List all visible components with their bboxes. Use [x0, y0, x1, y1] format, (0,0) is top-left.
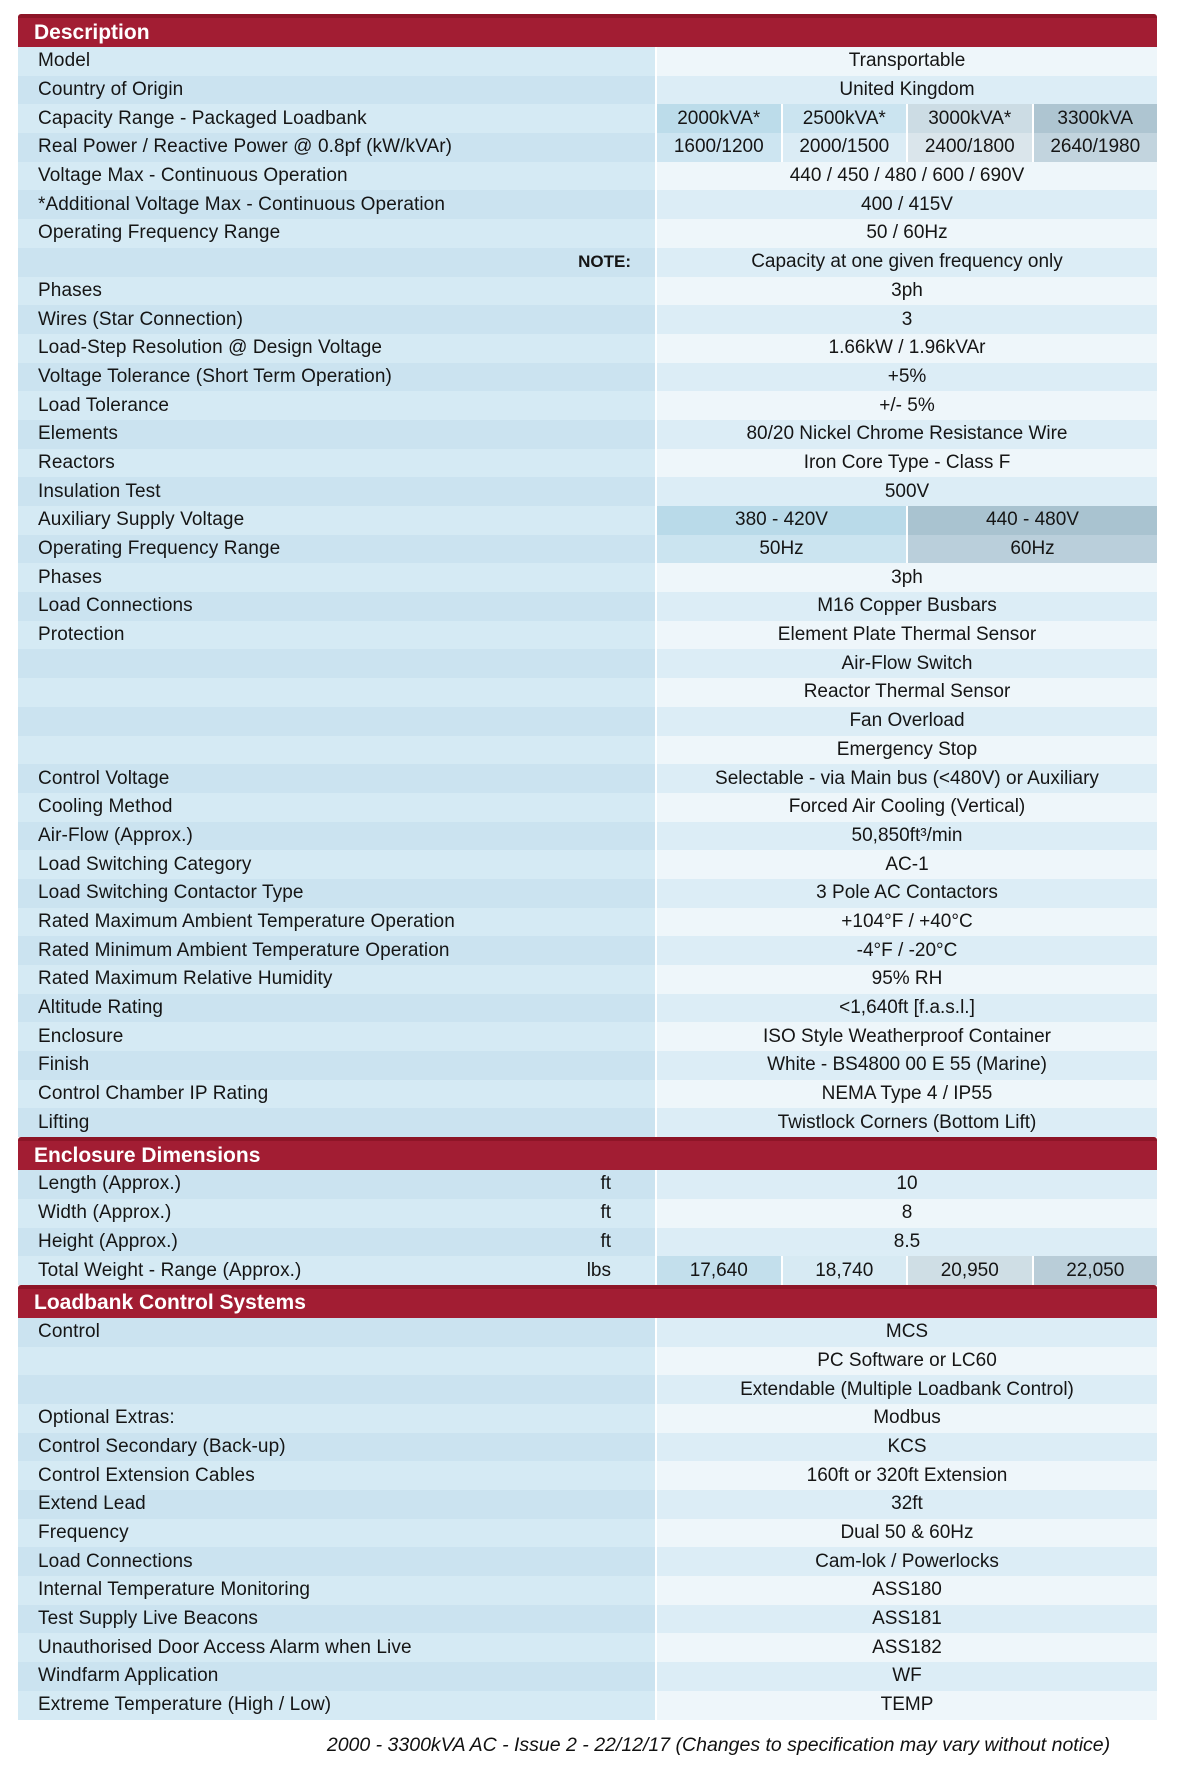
row-label-cell — [18, 879, 655, 908]
row-value: 50Hz — [657, 535, 906, 564]
row-value: 8.5 — [657, 1228, 1157, 1257]
row-label-cell — [18, 1347, 655, 1376]
spec-row — [18, 707, 1157, 736]
row-value: +5% — [657, 363, 1157, 392]
row-value: 50,850ft³/min — [657, 822, 1157, 851]
row-label-cell — [18, 936, 655, 965]
row-label-cell — [18, 1461, 655, 1490]
row-values — [655, 736, 1157, 765]
spec-row — [18, 563, 1157, 592]
row-value: 17,640 — [657, 1256, 781, 1285]
row-label-cell — [18, 822, 655, 851]
row-values — [655, 1170, 1157, 1199]
row-label-cell — [18, 764, 655, 793]
row-label: Operating Frequency Range — [38, 222, 281, 244]
row-value: 3000kVA* — [906, 104, 1032, 133]
row-values — [655, 793, 1157, 822]
row-values — [655, 219, 1157, 248]
row-label: Control — [38, 1321, 100, 1343]
row-label: Enclosure — [38, 1025, 124, 1047]
row-label-cell — [18, 707, 655, 736]
row-label-cell — [18, 1228, 655, 1257]
row-label-cell — [18, 1576, 655, 1605]
row-label: Rated Maximum Relative Humidity — [38, 968, 333, 990]
spec-row — [18, 678, 1157, 707]
row-values — [655, 248, 1157, 277]
row-label: Load Switching Category — [38, 853, 252, 875]
row-values — [655, 1547, 1157, 1576]
row-label: Capacity Range - Packaged Loadbank — [38, 107, 367, 129]
spec-row — [18, 621, 1157, 650]
section-rows — [18, 47, 1157, 1137]
row-value: Emergency Stop — [657, 736, 1157, 765]
row-value: 10 — [657, 1170, 1157, 1199]
row-values — [655, 477, 1157, 506]
row-label-cell — [18, 1170, 655, 1199]
spec-row — [18, 1170, 1157, 1199]
row-values — [655, 162, 1157, 191]
spec-row — [18, 190, 1157, 219]
row-values — [655, 563, 1157, 592]
spec-row — [18, 477, 1157, 506]
row-label-cell — [18, 1547, 655, 1576]
row-value: 32ft — [657, 1490, 1157, 1519]
row-label-cell — [18, 850, 655, 879]
spec-row — [18, 219, 1157, 248]
row-value: 3ph — [657, 277, 1157, 306]
spec-row — [18, 1347, 1157, 1376]
row-values — [655, 1256, 1157, 1285]
row-label: Country of Origin — [38, 79, 184, 101]
row-value: 50 / 60Hz — [657, 219, 1157, 248]
row-label: Extend Lead — [38, 1493, 146, 1515]
row-value: ASS182 — [657, 1633, 1157, 1662]
note-label: NOTE: — [578, 252, 631, 272]
row-value: 22,050 — [1032, 1256, 1158, 1285]
spec-row — [18, 649, 1157, 678]
spec-row — [18, 162, 1157, 191]
row-label: Real Power / Reactive Power @ 0.8pf (kW/kVAr) — [38, 136, 453, 158]
row-value: 1600/1200 — [657, 133, 781, 162]
row-values — [655, 1605, 1157, 1634]
row-values — [655, 391, 1157, 420]
row-label-cell — [18, 363, 655, 392]
row-label-cell — [18, 965, 655, 994]
row-label-cell — [18, 1318, 655, 1347]
spec-row — [18, 793, 1157, 822]
row-label: Control Chamber IP Rating — [38, 1083, 269, 1105]
row-values — [655, 649, 1157, 678]
row-label-cell — [18, 1080, 655, 1109]
row-label-cell — [18, 994, 655, 1023]
row-label-cell — [18, 420, 655, 449]
row-label: Protection — [38, 624, 125, 646]
row-label: Control Secondary (Back-up) — [38, 1435, 286, 1457]
row-label-cell — [18, 334, 655, 363]
row-label: Operating Frequency Range — [38, 538, 281, 560]
row-unit: lbs — [586, 1259, 611, 1281]
row-value: 440 - 480V — [906, 506, 1157, 535]
row-value: 2000kVA* — [657, 104, 781, 133]
row-label-cell — [18, 1022, 655, 1051]
row-values — [655, 190, 1157, 219]
row-label-cell — [18, 277, 655, 306]
row-label: Phases — [38, 566, 102, 588]
row-value: <1,640ft [f.a.s.l.] — [657, 994, 1157, 1023]
row-values — [655, 420, 1157, 449]
row-value: 8 — [657, 1199, 1157, 1228]
row-label-cell — [18, 535, 655, 564]
row-label-cell — [18, 449, 655, 478]
row-label: Wires (Star Connection) — [38, 308, 244, 330]
row-label: Optional Extras: — [38, 1407, 175, 1429]
spec-row — [18, 363, 1157, 392]
row-values — [655, 822, 1157, 851]
row-label-cell — [18, 477, 655, 506]
spec-row — [18, 1433, 1157, 1462]
spec-row — [18, 506, 1157, 535]
row-value: Transportable — [657, 47, 1157, 76]
row-values — [655, 1490, 1157, 1519]
row-values — [655, 1022, 1157, 1051]
spec-row — [18, 277, 1157, 306]
row-label: Air-Flow (Approx.) — [38, 824, 193, 846]
row-values — [655, 334, 1157, 363]
row-label-cell — [18, 736, 655, 765]
spec-row — [18, 104, 1157, 133]
spec-row — [18, 1576, 1157, 1605]
row-values — [655, 936, 1157, 965]
row-label: Cooling Method — [38, 796, 173, 818]
row-label-cell — [18, 391, 655, 420]
row-label: Total Weight - Range (Approx.) — [38, 1259, 302, 1281]
spec-row — [18, 1404, 1157, 1433]
row-values — [655, 305, 1157, 334]
row-values — [655, 1318, 1157, 1347]
row-values — [655, 277, 1157, 306]
row-label: Voltage Tolerance (Short Term Operation) — [38, 365, 392, 387]
row-value: 3ph — [657, 563, 1157, 592]
row-values — [655, 76, 1157, 105]
row-label: Insulation Test — [38, 480, 161, 502]
row-values — [655, 592, 1157, 621]
row-label-cell — [18, 908, 655, 937]
spec-row — [18, 1461, 1157, 1490]
row-label-cell — [18, 162, 655, 191]
row-value: 160ft or 320ft Extension — [657, 1461, 1157, 1490]
row-value: M16 Copper Busbars — [657, 592, 1157, 621]
row-unit: ft — [600, 1230, 611, 1252]
spec-row — [18, 936, 1157, 965]
row-value: Dual 50 & 60Hz — [657, 1519, 1157, 1548]
row-value: 60Hz — [906, 535, 1157, 564]
spec-row — [18, 1256, 1157, 1285]
row-value: 95% RH — [657, 965, 1157, 994]
row-values — [655, 1633, 1157, 1662]
row-value: -4°F / -20°C — [657, 936, 1157, 965]
row-value: ASS180 — [657, 1576, 1157, 1605]
row-value: 3 Pole AC Contactors — [657, 879, 1157, 908]
row-values — [655, 1576, 1157, 1605]
row-value: 20,950 — [906, 1256, 1032, 1285]
row-label-cell — [18, 1375, 655, 1404]
row-value: 18,740 — [781, 1256, 907, 1285]
spec-row — [18, 1691, 1157, 1720]
row-values — [655, 1662, 1157, 1691]
row-label: Length (Approx.) — [38, 1173, 182, 1195]
row-label-cell — [18, 76, 655, 105]
spec-row — [18, 908, 1157, 937]
spec-row — [18, 449, 1157, 478]
spec-row — [18, 736, 1157, 765]
row-value: AC-1 — [657, 850, 1157, 879]
row-values — [655, 1108, 1157, 1137]
row-label: Finish — [38, 1054, 90, 1076]
spec-row — [18, 1318, 1157, 1347]
row-label-cell — [18, 248, 655, 277]
spec-row — [18, 1605, 1157, 1634]
spec-row — [18, 879, 1157, 908]
spec-row — [18, 1662, 1157, 1691]
row-label: Load-Step Resolution @ Design Voltage — [38, 337, 383, 359]
row-values — [655, 104, 1157, 133]
row-value: 1.66kW / 1.96kVAr — [657, 334, 1157, 363]
row-value: Modbus — [657, 1404, 1157, 1433]
row-values — [655, 1375, 1157, 1404]
row-label: *Additional Voltage Max - Continuous Operation — [38, 193, 446, 215]
row-label-cell — [18, 305, 655, 334]
row-value: 80/20 Nickel Chrome Resistance Wire — [657, 420, 1157, 449]
row-value: KCS — [657, 1433, 1157, 1462]
row-label-cell — [18, 1633, 655, 1662]
row-label: Auxiliary Supply Voltage — [38, 509, 245, 531]
spec-row — [18, 1051, 1157, 1080]
row-label: Test Supply Live Beacons — [38, 1608, 258, 1630]
spec-row — [18, 1108, 1157, 1137]
spec-row — [18, 535, 1157, 564]
spec-row — [18, 248, 1157, 277]
row-values — [655, 965, 1157, 994]
row-values — [655, 678, 1157, 707]
row-label: Rated Minimum Ambient Temperature Operation — [38, 939, 450, 961]
row-label-cell — [18, 1108, 655, 1137]
row-unit: ft — [600, 1202, 611, 1224]
spec-row — [18, 76, 1157, 105]
row-values — [655, 994, 1157, 1023]
spec-row — [18, 965, 1157, 994]
footer-note: 2000 - 3300kVA AC - Issue 2 - 22/12/17 (Changes to specification may vary without notice) — [326, 1733, 1111, 1756]
row-label-cell — [18, 1691, 655, 1720]
row-label-cell — [18, 190, 655, 219]
row-values — [655, 1461, 1157, 1490]
row-value: Cam-lok / Powerlocks — [657, 1547, 1157, 1576]
row-values — [655, 506, 1157, 535]
row-values — [655, 1228, 1157, 1257]
row-value: 400 / 415V — [657, 190, 1157, 219]
row-label-cell — [18, 563, 655, 592]
row-label-cell — [18, 133, 655, 162]
row-label: Phases — [38, 279, 102, 301]
row-values — [655, 850, 1157, 879]
row-label-cell — [18, 793, 655, 822]
row-value: MCS — [657, 1318, 1157, 1347]
row-values — [655, 47, 1157, 76]
spec-row — [18, 391, 1157, 420]
row-label: Reactors — [38, 451, 115, 473]
row-values — [655, 1433, 1157, 1462]
row-value: Reactor Thermal Sensor — [657, 678, 1157, 707]
row-values — [655, 621, 1157, 650]
row-label: Control Extension Cables — [38, 1464, 255, 1486]
row-value: United Kingdom — [657, 76, 1157, 105]
spec-row — [18, 764, 1157, 793]
row-values — [655, 1051, 1157, 1080]
row-label-cell — [18, 1199, 655, 1228]
row-value: Selectable - via Main bus (<480V) or Auxiliary — [657, 764, 1157, 793]
row-value: Fan Overload — [657, 707, 1157, 736]
row-values — [655, 1080, 1157, 1109]
spec-table — [18, 14, 1157, 1757]
row-value: WF — [657, 1662, 1157, 1691]
row-label-cell — [18, 1490, 655, 1519]
row-values — [655, 133, 1157, 162]
row-label: Lifting — [38, 1111, 90, 1133]
spec-row — [18, 305, 1157, 334]
section-header: Enclosure Dimensions — [18, 1137, 1157, 1170]
spec-row — [18, 420, 1157, 449]
row-value: White - BS4800 00 E 55 (Marine) — [657, 1051, 1157, 1080]
row-value: Twistlock Corners (Bottom Lift) — [657, 1108, 1157, 1137]
section-header: Description — [18, 14, 1157, 47]
spec-row — [18, 1519, 1157, 1548]
row-label: Rated Maximum Ambient Temperature Operation — [38, 910, 455, 932]
spec-row — [18, 1375, 1157, 1404]
row-label: Voltage Max - Continuous Operation — [38, 165, 348, 187]
row-value: 440 / 450 / 480 / 600 / 690V — [657, 162, 1157, 191]
row-value: 2000/1500 — [781, 133, 907, 162]
row-label-cell — [18, 678, 655, 707]
row-value: 3300kVA — [1032, 104, 1158, 133]
row-label-cell — [18, 104, 655, 133]
row-value: 380 - 420V — [657, 506, 906, 535]
row-label-cell — [18, 649, 655, 678]
spec-row — [18, 1490, 1157, 1519]
row-values — [655, 363, 1157, 392]
row-values — [655, 1199, 1157, 1228]
spec-row — [18, 1022, 1157, 1051]
row-label-cell — [18, 1605, 655, 1634]
spec-row — [18, 1547, 1157, 1576]
row-label: Load Tolerance — [38, 394, 169, 416]
section-header: Loadbank Control Systems — [18, 1285, 1157, 1318]
row-values — [655, 449, 1157, 478]
spec-row — [18, 1199, 1157, 1228]
spec-row — [18, 994, 1157, 1023]
row-value: ASS181 — [657, 1605, 1157, 1634]
row-values — [655, 1519, 1157, 1548]
section-rows — [18, 1170, 1157, 1285]
row-label: Frequency — [38, 1522, 129, 1544]
row-label: Extreme Temperature (High / Low) — [38, 1694, 332, 1716]
row-label-cell — [18, 621, 655, 650]
row-label: Altitude Rating — [38, 997, 164, 1019]
row-unit: ft — [600, 1173, 611, 1195]
row-value: 2500kVA* — [781, 104, 907, 133]
row-value: Capacity at one given frequency only — [657, 248, 1157, 277]
row-label: Height (Approx.) — [38, 1230, 178, 1252]
row-value: TEMP — [657, 1691, 1157, 1720]
row-value: Extendable (Multiple Loadbank Control) — [657, 1375, 1157, 1404]
row-label-cell — [18, 1404, 655, 1433]
spec-row — [18, 850, 1157, 879]
row-label-cell — [18, 592, 655, 621]
row-values — [655, 908, 1157, 937]
row-values — [655, 764, 1157, 793]
row-value: +104°F / +40°C — [657, 908, 1157, 937]
row-label: Load Connections — [38, 1550, 193, 1572]
row-value: Forced Air Cooling (Vertical) — [657, 793, 1157, 822]
row-values — [655, 707, 1157, 736]
row-label-cell — [18, 1662, 655, 1691]
row-values — [655, 879, 1157, 908]
spec-row — [18, 592, 1157, 621]
row-value: NEMA Type 4 / IP55 — [657, 1080, 1157, 1109]
row-label: Unauthorised Door Access Alarm when Live — [38, 1636, 412, 1658]
row-label: Control Voltage — [38, 767, 170, 789]
row-values — [655, 1404, 1157, 1433]
spec-row — [18, 133, 1157, 162]
row-value: Iron Core Type - Class F — [657, 449, 1157, 478]
row-value: PC Software or LC60 — [657, 1347, 1157, 1376]
row-values — [655, 535, 1157, 564]
row-label: Internal Temperature Monitoring — [38, 1579, 311, 1601]
row-value: 2640/1980 — [1032, 133, 1158, 162]
row-label-cell — [18, 1256, 655, 1285]
row-value: Element Plate Thermal Sensor — [657, 621, 1157, 650]
row-label-cell — [18, 1519, 655, 1548]
spec-row — [18, 1633, 1157, 1662]
spec-row — [18, 822, 1157, 851]
row-label: Width (Approx.) — [38, 1202, 172, 1224]
row-value: Air-Flow Switch — [657, 649, 1157, 678]
row-label: Load Connections — [38, 595, 193, 617]
row-values — [655, 1691, 1157, 1720]
row-value: 2400/1800 — [906, 133, 1032, 162]
row-label-cell — [18, 1051, 655, 1080]
spec-row — [18, 1228, 1157, 1257]
row-label: Windfarm Application — [38, 1665, 219, 1687]
spec-row — [18, 334, 1157, 363]
row-label-cell — [18, 47, 655, 76]
row-values — [655, 1347, 1157, 1376]
row-label-cell — [18, 506, 655, 535]
section-rows — [18, 1318, 1157, 1720]
row-label: Model — [38, 50, 91, 72]
row-value: +/- 5% — [657, 391, 1157, 420]
row-value: 3 — [657, 305, 1157, 334]
row-label: Elements — [38, 423, 119, 445]
row-value: ISO Style Weatherproof Container — [657, 1022, 1157, 1051]
row-value: 500V — [657, 477, 1157, 506]
spec-row — [18, 47, 1157, 76]
row-label-cell — [18, 1433, 655, 1462]
spec-row — [18, 1080, 1157, 1109]
row-label: Load Switching Contactor Type — [38, 882, 304, 904]
row-label-cell — [18, 219, 655, 248]
